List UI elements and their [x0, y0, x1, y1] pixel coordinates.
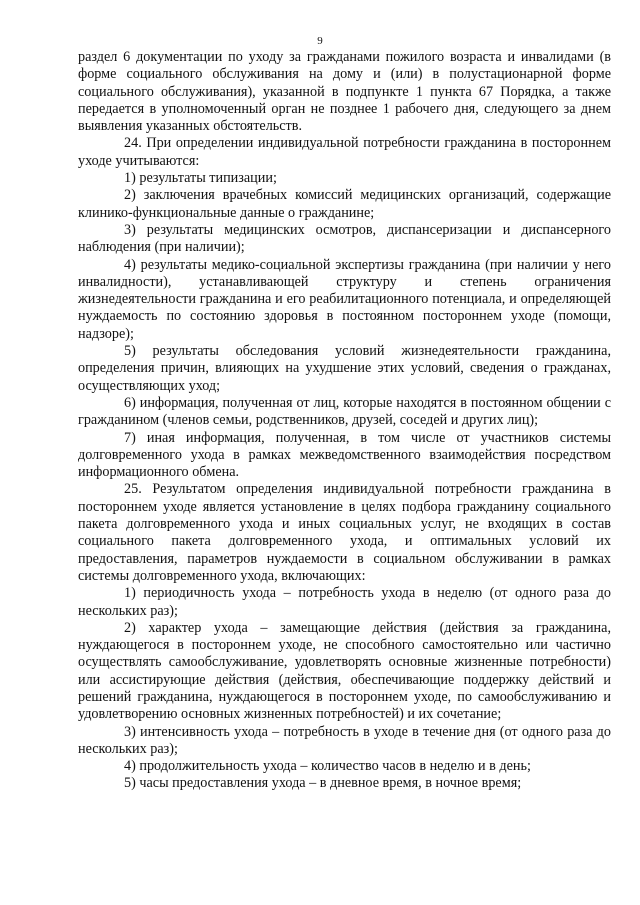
document-body: [78, 49, 611, 793]
paragraph-24-subitem-5: 5) результаты обследования условий жизнедеятельности гражданина, определения причин, влияющих на ухудшение этих условий, сведения о гражданах, осуществляющих уход;: [78, 343, 611, 394]
paragraph-24-subitem-3: 3) результаты медицинских осмотров, диспансеризации и диспансерного наблюдения (при наличии);: [78, 221, 611, 256]
paragraph-25-subitem-3: 3) интенсивность ухода – потребность в уходе в течение дня (от одного раза до нескольких раз);: [78, 723, 611, 757]
page-number: 9: [317, 35, 323, 47]
paragraph-24-subitem-4: 4) результаты медико-социальной экспертизы гражданина (при наличии у него инвалидности), устанавливающей структуру и степень ограничения жизнедеятельности гражданина и его реабилитационного потенциала, и определяющей нуждаемость по состоянию здоровья в постоянном постороннем уходе (помощи, надзоре);: [78, 256, 611, 342]
paragraph-24-subitem-1: 1) результаты типизации;: [124, 170, 277, 187]
paragraph-25-subitem-5: 5) часы предоставления ухода – в дневное время, в ночное время;: [124, 775, 522, 792]
paragraph-25-subitem-2: 2) характер ухода – замещающие действия (действия за гражданина, нуждающегося в постороннем уходе, не способного самостоятельно или частично осуществлять самообслуживание, удовлетворять основные жизненные потребности) или ассистирующие действия (действия, обеспечивающие поддержку действий и решений гражданина, нуждающегося в постороннем уходе, по самообслуживанию и удовлетворению основных жизненных потребностей) и их сочетание;: [78, 619, 611, 723]
paragraph-25-subitem-4: 4) продолжительность ухода – количество часов в неделю и в день;: [124, 758, 531, 775]
paragraph-24-subitem-2: 2) заключения врачебных комиссий медицинских организаций, содержащие клинико-функциональные данные о гражданине;: [78, 187, 611, 221]
paragraph-item-25: 25. Результатом определения индивидуальной потребности гражданина в постороннем уходе является установление в целях подбора гражданину социального пакета долговременного ухода и иных социальных услуг, не входящих в состав социального пакета долговременного ухода, и оптимальных условий их предоставления, параметров нуждаемости в социальном обслуживании в рамках системы долговременного ухода, включающих:: [78, 481, 611, 584]
paragraph-24-subitem-7: 7) иная информация, полученная, в том числе от участников системы долговременного ухода в рамках межведомственного взаимодействия посредством информационного обмена.: [78, 429, 611, 481]
paragraph-continuation: раздел 6 документации по уходу за гражданами пожилого возраста и инвалидами (в форме социального обслуживания на дому и (или) в полустационарной форме социального обслуживания), указанной в подпункте 1 пункта 67 Порядка, а также передается в уполномоченный орган не позднее 1 рабочего дня, следующего за днем выявления указанных обстоятельств.: [78, 49, 611, 135]
paragraph-item-24: 24. При определении индивидуальной потребности гражданина в постороннем уходе учитываются:: [78, 135, 611, 169]
paragraph-24-subitem-6: 6) информация, полученная от лиц, которые находятся в постоянном общении с гражданином (членов семьи, родственников, друзей, соседей и других лиц);: [78, 394, 611, 429]
paragraph-25-subitem-1: 1) периодичность ухода – потребность ухода в неделю (от одного раза до нескольких раз);: [78, 585, 611, 619]
